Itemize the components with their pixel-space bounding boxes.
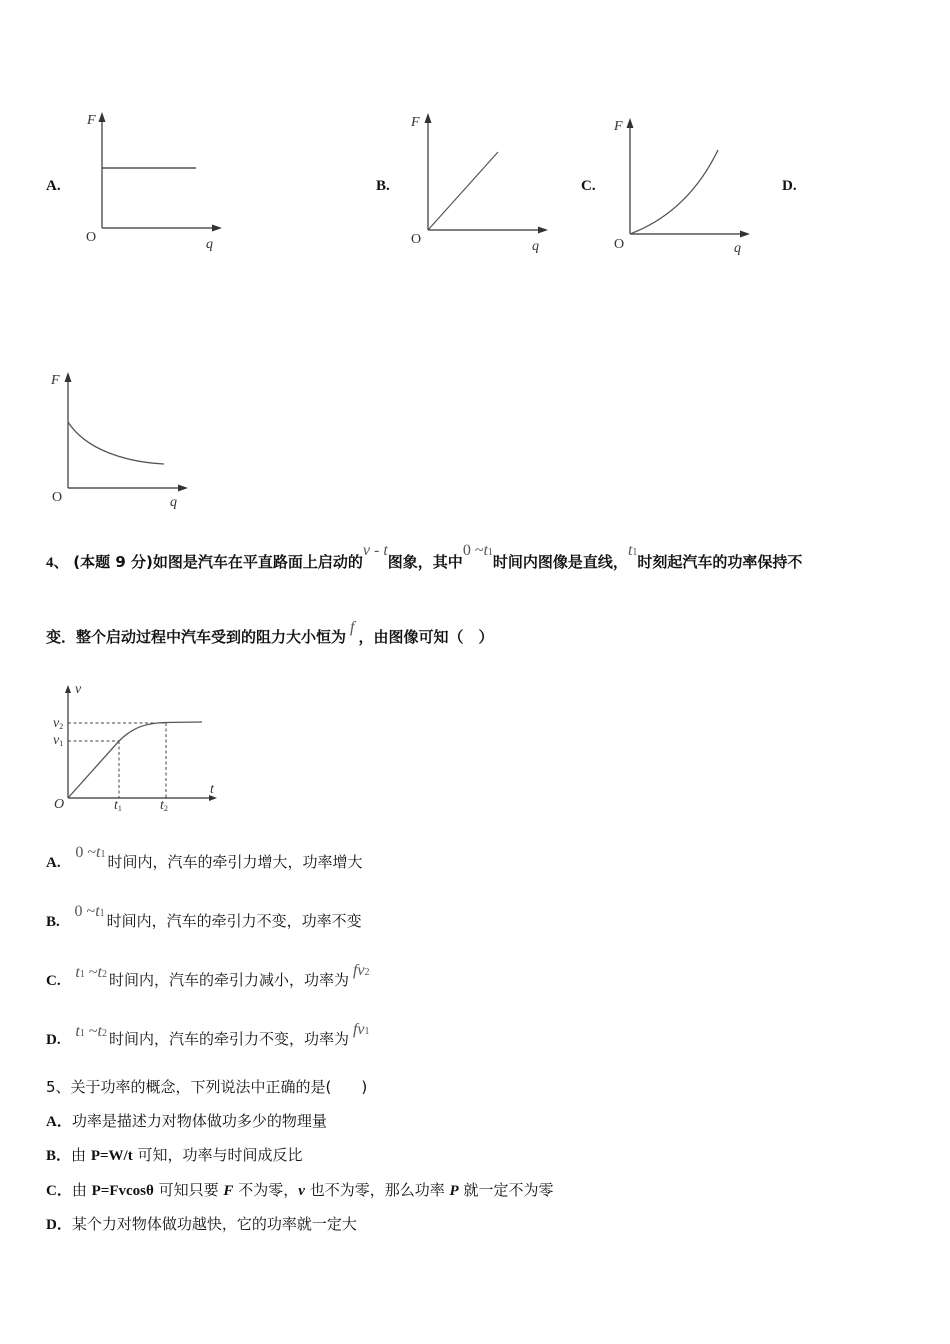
- graph-d: [46, 366, 196, 516]
- q5-option-b-pre: 由: [71, 1146, 87, 1164]
- graph-c: [608, 112, 758, 262]
- q4-option-d[interactable]: [46, 1021, 370, 1049]
- axis-x-label: q: [734, 241, 741, 256]
- v1-label: v1: [53, 733, 64, 748]
- option-c-label: C.: [581, 178, 596, 194]
- q5-option-b[interactable]: [46, 1144, 302, 1165]
- q4-option-b[interactable]: [46, 903, 362, 931]
- option-d-label: D.: [782, 178, 797, 194]
- origin-label: O: [52, 490, 63, 505]
- origin-label: O: [86, 230, 97, 245]
- q5-option-b-label: B．: [46, 1148, 72, 1164]
- question4-text-2: 图象，其中: [387, 553, 463, 571]
- q4-option-a-label: A.: [46, 855, 61, 871]
- v2-label: v2: [53, 716, 64, 731]
- q5-option-c-pre: 由: [71, 1181, 87, 1199]
- axis-x-label: q: [532, 239, 539, 254]
- q4-option-b-text: 时间内，汽车的牵引力不变，功率不变: [106, 912, 362, 930]
- t1-tick-label: t1: [114, 798, 122, 813]
- q4-option-c-text: 时间内，汽车的牵引力减小，功率为: [108, 971, 349, 989]
- q5-option-b-formula: P=W/t: [90, 1148, 133, 1164]
- question4-text-1: (本题 9 分)如图是汽车在平直路面上启动的: [73, 553, 363, 571]
- q4-option-a[interactable]: [46, 844, 363, 872]
- q5-option-c-formula: P=Fvcosθ: [91, 1183, 154, 1199]
- q5-option-a-label: A．: [46, 1114, 72, 1130]
- graph-a: [80, 108, 230, 258]
- origin-label: O: [411, 232, 422, 247]
- axis-y-label: F: [614, 119, 623, 134]
- q5-option-c-post: 就一定不为零: [463, 1181, 554, 1199]
- q5-option-c[interactable]: [46, 1179, 553, 1200]
- q4-option-c[interactable]: [46, 962, 370, 990]
- origin-label: O: [54, 797, 65, 812]
- q5-option-a[interactable]: [46, 1110, 327, 1131]
- question4-line2: [46, 619, 494, 647]
- q5-option-b-post: 可知，功率与时间成反比: [137, 1146, 303, 1164]
- q5-option-c-mid3: 也不为零，那么功率: [309, 1181, 445, 1199]
- question5-stem-text: 5、关于功率的概念，下列说法中正确的是( ): [46, 1078, 368, 1096]
- q5-option-a-text: 功率是描述力对物体做功多少的物理量: [71, 1112, 327, 1130]
- axis-t-label: t: [210, 782, 214, 797]
- q4-option-c-range: t1 ~t2: [75, 964, 107, 981]
- q5-option-c-P: P: [449, 1183, 459, 1199]
- axis-y-label: F: [51, 373, 60, 388]
- q4-option-a-text: 时间内，汽车的牵引力增大，功率增大: [107, 853, 363, 871]
- q5-option-d-label: D．: [46, 1217, 72, 1233]
- q5-option-d[interactable]: [46, 1213, 357, 1234]
- q5-option-c-label: C．: [46, 1183, 72, 1199]
- option-b-label: B.: [376, 178, 390, 194]
- graph-b: [406, 108, 556, 258]
- question5-stem: [46, 1076, 367, 1097]
- q4-option-b-range: 0 ~t1: [74, 903, 105, 920]
- q5-option-c-F: F: [223, 1183, 234, 1199]
- q5-option-d-text: 某个力对物体做功越快，它的功率就一定大: [71, 1215, 357, 1233]
- q4-option-d-power: fv1: [352, 1021, 370, 1038]
- range-0-t1: 0 ~t1: [462, 542, 493, 559]
- question4-text-5: 变．整个启动过程中汽车受到的阻力大小恒为: [46, 628, 347, 646]
- f-label: f: [350, 619, 355, 636]
- question4-text-6: ，由图像可知（ ）: [358, 628, 494, 646]
- q4-option-d-label: D.: [46, 1032, 61, 1048]
- t1-label: t1: [627, 542, 638, 559]
- vt-label: v - t: [362, 542, 388, 559]
- question4-text-4: 时刻起汽车的功率保持不: [637, 553, 803, 571]
- question4-line1: [46, 542, 803, 572]
- question4-number: 4、: [46, 555, 69, 571]
- vt-graph: [46, 680, 226, 820]
- q4-option-b-label: B.: [46, 914, 60, 930]
- t2-tick-label: t2: [160, 798, 168, 813]
- q5-option-c-mid1: 可知只要: [158, 1181, 219, 1199]
- option-a-label: A.: [46, 178, 61, 194]
- q5-option-c-mid2: 不为零，: [238, 1181, 299, 1199]
- axis-x-label: q: [206, 237, 213, 252]
- origin-label: O: [614, 237, 625, 252]
- axis-y-label: F: [87, 113, 96, 128]
- q4-option-d-range: t1 ~t2: [75, 1023, 107, 1040]
- q4-option-c-label: C.: [46, 973, 61, 989]
- axis-y-label: F: [411, 115, 420, 130]
- q4-option-d-text: 时间内，汽车的牵引力不变，功率为: [108, 1030, 349, 1048]
- axis-v-label: v: [75, 682, 82, 697]
- q4-option-a-range: 0 ~t1: [75, 844, 106, 861]
- q4-option-c-power: fv2: [352, 962, 370, 979]
- q5-option-c-v: v: [298, 1183, 305, 1199]
- question4-text-3: 时间内图像是直线，: [492, 553, 628, 571]
- axis-x-label: q: [170, 495, 177, 510]
